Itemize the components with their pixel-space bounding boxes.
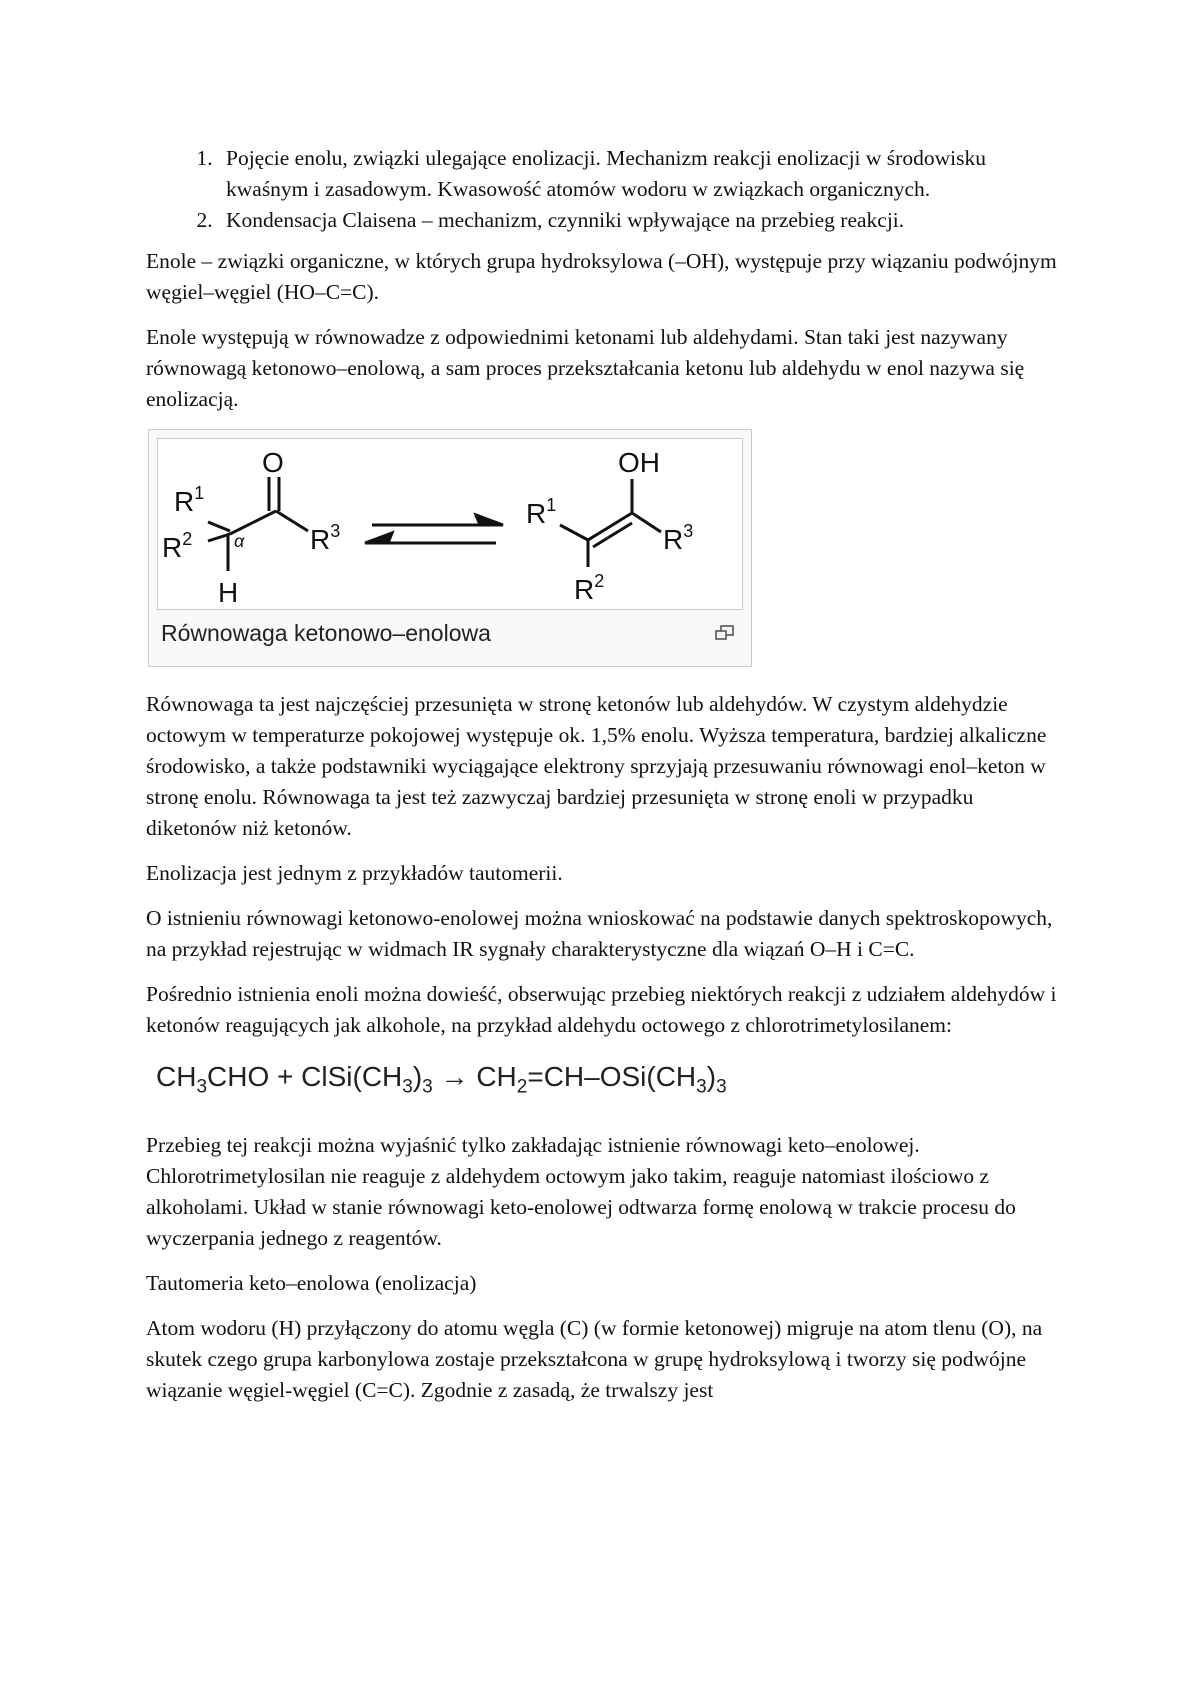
enol-r2-label: $R^2$ [574,571,605,605]
ketone-oxygen-label: O [262,447,284,478]
enol-r1-label: $R^1$ [526,495,557,529]
ketone-r3-label: $R^3$ [310,521,341,555]
document-content [146,143,1066,1420]
paragraph: Przebieg tej reakcji można wyjaśnić tylko zakładając istnienie równowagi keto–enolowej. Chlorotrimetylosilan nie reaguje z aldehydem octowym jako takim, reaguje natomiast ilościowo z alkoholami. Układ w stanie równowagi keto-enolowej odtwarza formę enolową w trakcie procesu do wyczerpania jednego z reagentów. [146,1132,1016,1250]
bond-line [560,525,588,540]
reaction-arrow: → [432,1061,477,1092]
bond-line [632,513,661,532]
alpha-label: α [234,531,245,551]
enol-hydroxyl-label: OH [618,447,660,478]
enol-structure [560,479,661,567]
enol-r3-label: $R^3$ [663,521,694,555]
equilibrium-arrow [365,515,503,543]
bond-line [208,522,230,531]
paragraph: Enolizacja jest jednym z przykładów tautomerii. [146,861,563,885]
paragraph: O istnieniu równowagi ketonowo-enolowej można wnioskować na podstawie danych spektroskopowych, na przykład rejestrując w widmach IR sygnały charakterystyczne dla wiązań O–H i C=C. [146,906,1053,961]
ketone-r1-label: $R^1$ [174,483,205,517]
topic-item: 1. Pojęcie enolu, związki ulegające enolizacji. Mechanizm reakcji enolizacji w środowisku kwaśnym i zasadowym. Kwasowość atomów wodoru w związkach organicznych. [218,143,1066,205]
enlarge-icon[interactable] [715,625,735,641]
section-heading: Tautomeria keto–enolowa (enolizacja) [146,1270,477,1295]
paragraph: Równowaga ta jest najczęściej przesunięta w stronę ketonów lub aldehydów. W czystym aldehydzie octowym w temperaturze pokojowej występuje ok. 1,5% enolu. Wyższa temperatura, bardziej alkaliczne środowisko, a także podstawniki wyciągające elektrony sprzyjają przesuwaniu równowagi enol–keton w stronę enolu. Równowaga ta jest też zazwyczaj bardziej przesunięta w stronę enoli w przypadku diketonów niż ketonów. [146,692,1047,840]
structure-diagram [157,438,743,610]
paragraph: Enole występują w równowadze z odpowiednimi ketonami lub aldehydami. Stan taki jest nazywany równowagą ketonowo–enolową, a sam proces przekształcania ketonu lub aldehydu w enol nazywa się enolizacją. [146,325,1025,411]
paragraph: Pośrednio istnienia enoli można dowieść, obserwując przebieg niektórych reakcji z udziałem aldehydów i ketonów reagujących jak alkohole, na przykład aldehydu octowego z chlorotrimetylosilanem: [146,982,1057,1037]
ketone-r2-label: $R^2$ [162,529,193,563]
paragraph: Enole – związki organiczne, w których grupa hydroksylowa (–OH), występuje przy wiązaniu podwójnym węgiel–węgiel (HO–C=C). [146,249,1057,304]
figure-caption: Równowaga ketonowo–enolowa [161,620,491,646]
ketone-hydrogen-label: H [218,577,239,608]
topic-item: 2. Kondensacja Claisena – mechanizm, czynniki wpływające na przebieg reakcji. [218,205,1066,236]
ketone-structure [208,477,308,571]
keto-enol-structures [158,439,742,609]
silylation-equation: $CH_3CHO$ + $ClSi(CH_3)_3 \to CH_2=CH-OSi(CH_3)_3$ [156,1061,727,1098]
topic-list [146,143,1066,236]
keto-enol-figure[interactable] [148,429,752,667]
bond-line [276,511,308,531]
paragraph: Atom wodoru (H) przyłączony do atomu węgla (C) (w formie ketonowej) migruje na atom tlenu (O), na skutek czego grupa karbonylowa zostaje przekształcona w grupę hydroksylową i tworzy się podwójne wiązanie węgiel-węgiel (C=C). Zgodnie z zasadą, że trwalszy jest [146,1315,1043,1402]
